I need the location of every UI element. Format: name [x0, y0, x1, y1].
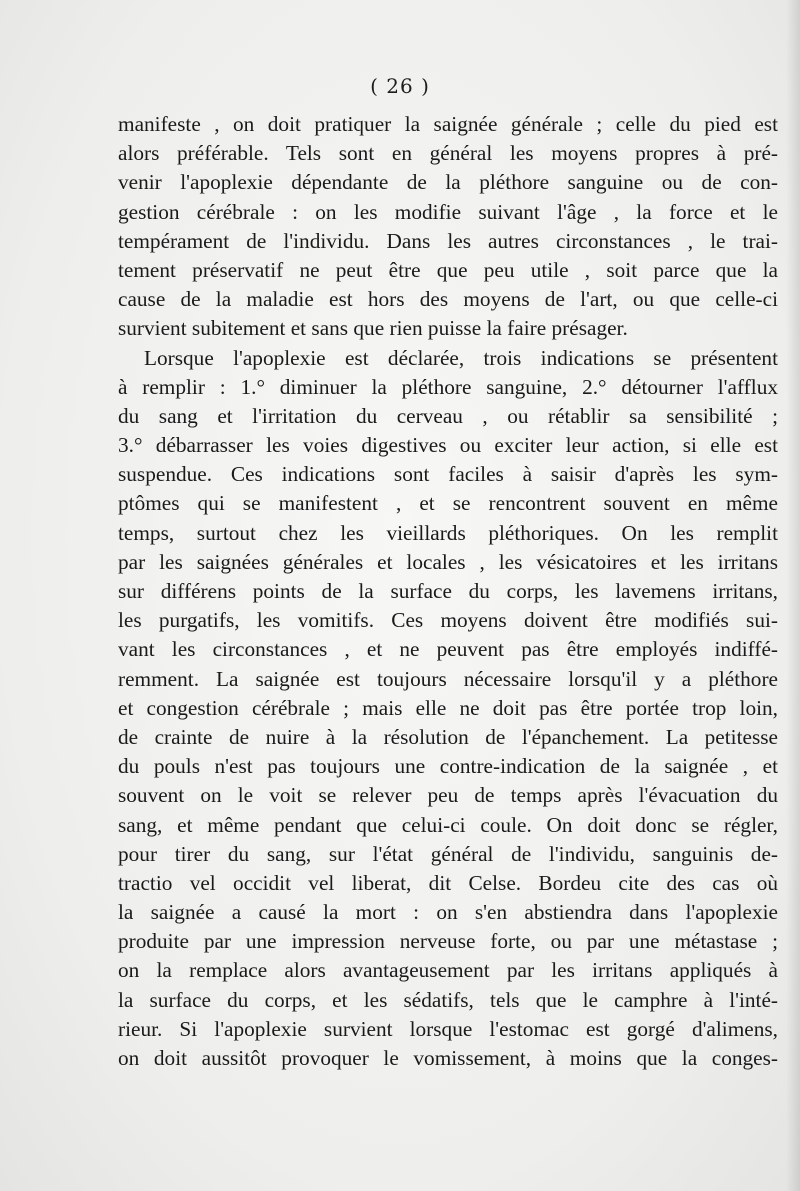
text-line: cause de la maladie est hors des moyens de l'art, ou que celle-ci — [118, 287, 778, 312]
text-line: à remplir : 1.° diminuer la pléthore sanguine, 2.° détourner l'afflux — [118, 374, 778, 399]
page-edge-shadow — [786, 0, 800, 1191]
text-line: par les saignées générales et locales , les vésicatoires et les irritans — [118, 549, 778, 574]
text-line: du pouls n'est pas toujours une contre-indication de la saignée , et — [118, 754, 778, 779]
text-line: 3.° débarrasser les voies digestives ou exciter leur action, si elle est — [118, 433, 778, 458]
text-line: temps, surtout chez les vieillards pléthoriques. On les remplit — [118, 520, 778, 545]
text-line: la surface du corps, et les sédatifs, tels que le camphre à l'inté- — [118, 987, 778, 1012]
text-line: tempérament de l'individu. Dans les autres circonstances , le trai- — [118, 228, 778, 253]
body-text — [118, 110, 778, 1073]
page-number: ( 26 ) — [370, 74, 430, 98]
text-line: rieur. Si l'apoplexie survient lorsque l'estomac est gorgé d'alimens, — [118, 1016, 778, 1041]
text-line: on la remplace alors avantageusement par les irritans appliqués à — [118, 958, 778, 983]
text-line: vant les circonstances , et ne peuvent pas être employés indiffé- — [118, 637, 778, 662]
text-line: les purgatifs, les vomitifs. Ces moyens doivent être modifiés sui- — [118, 608, 778, 633]
text-line: ptômes qui se manifestent , et se rencontrent souvent en même — [118, 491, 778, 516]
text-line: sang, et même pendant que celui-ci coule. On doit donc se régler, — [118, 812, 778, 837]
text-line: sur différens points de la surface du corps, les lavemens irritans, — [118, 579, 778, 603]
text-line: du sang et l'irritation du cerveau , ou rétablir sa sensibilité ; — [118, 403, 778, 428]
text-line: Lorsque l'apoplexie est déclarée, trois indications se présentent — [144, 345, 778, 370]
text-line: gestion cérébrale : on les modifie suivant l'âge , la force et le — [118, 199, 778, 224]
text-line: alors préférable. Tels sont en général les moyens propres à pré- — [118, 141, 778, 166]
text-line: et congestion cérébrale ; mais elle ne doit pas être portée trop loin, — [118, 695, 778, 720]
text-line: pour tirer du sang, sur l'état général de l'individu, sanguinis de- — [118, 841, 778, 866]
text-line: on doit aussitôt provoquer le vomissement, à moins que la conges- — [118, 1046, 778, 1070]
text-line: tement préservatif ne peut être que peu utile , soit parce que la — [118, 257, 778, 282]
text-line: la saignée a causé la mort : on s'en abstiendra dans l'apoplexie — [118, 900, 778, 925]
text-line: suspendue. Ces indications sont faciles à saisir d'après les sym- — [118, 462, 778, 487]
text-line: survient subitement et sans que rien puisse la faire présager. — [118, 316, 628, 341]
text-line: venir l'apoplexie dépendante de la pléthore sanguine ou de con- — [118, 170, 778, 195]
text-line: remment. La saignée est toujours nécessaire lorsqu'il y a pléthore — [118, 666, 778, 691]
text-line: tractio vel occidit vel liberat, dit Celse. Bordeu cite des cas où — [118, 870, 778, 895]
text-line: souvent on le voit se relever peu de temps après l'évacuation du — [118, 783, 778, 808]
text-line: manifeste , on doit pratiquer la saignée générale ; celle du pied est — [118, 112, 778, 136]
text-line: produite par une impression nerveuse forte, ou par une métastase ; — [118, 929, 778, 954]
text-line: de crainte de nuire à la résolution de l'épanchement. La petitesse — [118, 724, 778, 749]
